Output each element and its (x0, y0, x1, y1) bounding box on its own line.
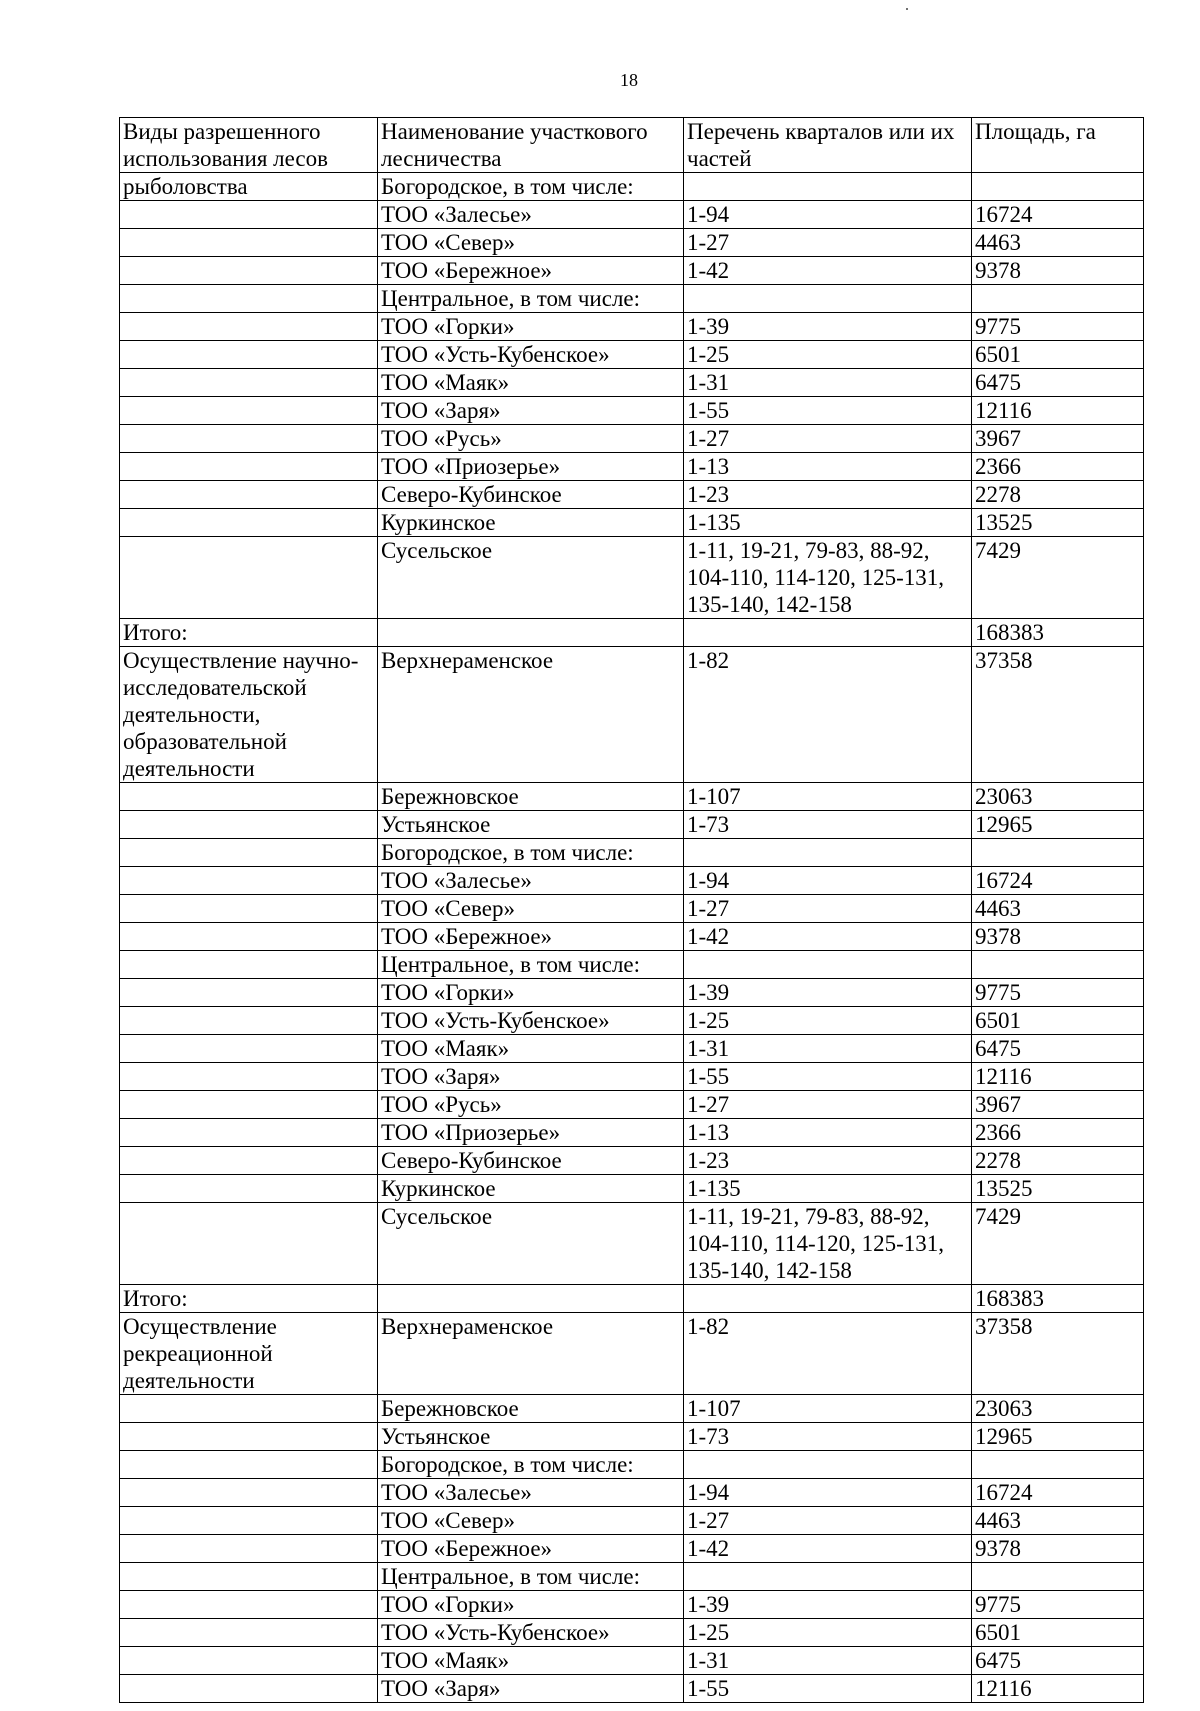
area-cell: 7429 (972, 537, 1144, 619)
area-cell: 16724 (972, 1479, 1144, 1507)
table-row (120, 1313, 1144, 1395)
area-cell (972, 285, 1144, 313)
quarters-cell: 1-82 (684, 647, 972, 783)
area-cell: 16724 (972, 201, 1144, 229)
use-kind-cell-continued (120, 1119, 378, 1147)
table-row (120, 425, 1144, 453)
use-kind-cell-continued (120, 867, 378, 895)
forestry-name-cell: ТОО «Горки» (378, 979, 684, 1007)
use-kind-cell-continued (120, 453, 378, 481)
quarters-cell (684, 951, 972, 979)
table-row (120, 173, 1144, 201)
forest-use-table (119, 117, 1144, 1703)
area-cell: 3967 (972, 1091, 1144, 1119)
quarters-cell: 1-27 (684, 1507, 972, 1535)
use-kind-cell-continued (120, 1175, 378, 1203)
area-cell: 3967 (972, 425, 1144, 453)
area-cell: 12116 (972, 397, 1144, 425)
table-row (120, 1507, 1144, 1535)
area-cell: 7429 (972, 1203, 1144, 1285)
table-row (120, 257, 1144, 285)
use-kind-cell-continued (120, 537, 378, 619)
quarters-cell: 1-107 (684, 783, 972, 811)
forestry-name-cell: ТОО «Заря» (378, 1063, 684, 1091)
table-row (120, 201, 1144, 229)
use-kind-cell-continued (120, 257, 378, 285)
total-empty-cell (684, 619, 972, 647)
table-row (120, 1035, 1144, 1063)
area-cell: 6475 (972, 1647, 1144, 1675)
forestry-name-cell: ТОО «Усть-Кубенское» (378, 341, 684, 369)
use-kind-cell-continued (120, 1147, 378, 1175)
area-cell: 9378 (972, 923, 1144, 951)
table-row (120, 481, 1144, 509)
forestry-name-cell: Северо-Кубинское (378, 481, 684, 509)
use-kind-cell-continued (120, 1091, 378, 1119)
use-kind-cell-continued (120, 201, 378, 229)
forestry-name-cell: ТОО «Залесье» (378, 867, 684, 895)
use-kind-cell-continued (120, 1395, 378, 1423)
area-cell (972, 951, 1144, 979)
forestry-name-cell: Северо-Кубинское (378, 1147, 684, 1175)
quarters-cell: 1-27 (684, 425, 972, 453)
quarters-cell: 1-135 (684, 1175, 972, 1203)
table-row (120, 1619, 1144, 1647)
forestry-name-cell: Богородское, в том числе: (378, 173, 684, 201)
use-kind-cell-continued (120, 783, 378, 811)
quarters-cell: 1-25 (684, 1619, 972, 1647)
page-number: 18 (620, 70, 638, 90)
use-kind-cell-continued (120, 1035, 378, 1063)
quarters-cell: 1-39 (684, 313, 972, 341)
use-kind-cell: Осуществление рекреационной деятельности (120, 1313, 378, 1395)
forestry-name-cell: ТОО «Заря» (378, 397, 684, 425)
forestry-name-cell: ТОО «Приозерье» (378, 453, 684, 481)
table-row (120, 951, 1144, 979)
table-row (120, 341, 1144, 369)
table-row (120, 647, 1144, 783)
forestry-name-cell: Устьянское (378, 811, 684, 839)
use-kind-cell-continued (120, 1063, 378, 1091)
forestry-name-cell: ТОО «Залесье» (378, 1479, 684, 1507)
use-kind-cell: Осуществление научно-исследовательской деятельности, образовательной деятельности (120, 647, 378, 783)
quarters-cell: 1-73 (684, 1423, 972, 1451)
use-kind-cell-continued (120, 811, 378, 839)
table-body (120, 173, 1144, 1703)
forestry-name-cell: ТОО «Север» (378, 1507, 684, 1535)
forestry-name-cell: ТОО «Горки» (378, 313, 684, 341)
use-kind-cell-continued (120, 1591, 378, 1619)
area-cell: 12965 (972, 1423, 1144, 1451)
use-kind-cell-continued (120, 397, 378, 425)
area-cell: 6475 (972, 1035, 1144, 1063)
quarters-cell: 1-42 (684, 1535, 972, 1563)
table-row (120, 1423, 1144, 1451)
table-row (120, 1091, 1144, 1119)
use-kind-cell: рыболовства (120, 173, 378, 201)
quarters-cell: 1-94 (684, 867, 972, 895)
forestry-name-cell: Верхнераменское (378, 1313, 684, 1395)
quarters-cell: 1-39 (684, 979, 972, 1007)
quarters-cell: 1-42 (684, 923, 972, 951)
quarters-cell (684, 1451, 972, 1479)
area-cell (972, 1451, 1144, 1479)
area-cell: 23063 (972, 783, 1144, 811)
table-row (120, 1647, 1144, 1675)
table-row (120, 537, 1144, 619)
area-cell: 6501 (972, 1007, 1144, 1035)
quarters-cell (684, 839, 972, 867)
area-cell: 12965 (972, 811, 1144, 839)
quarters-cell: 1-73 (684, 811, 972, 839)
table-header-row (120, 118, 1144, 173)
area-cell: 12116 (972, 1063, 1144, 1091)
area-cell: 2278 (972, 481, 1144, 509)
use-kind-cell-continued (120, 1619, 378, 1647)
area-cell: 12116 (972, 1675, 1144, 1703)
use-kind-cell-continued (120, 1451, 378, 1479)
area-cell: 2366 (972, 1119, 1144, 1147)
quarters-cell: 1-82 (684, 1313, 972, 1395)
forestry-name-cell: Богородское, в том числе: (378, 1451, 684, 1479)
forestry-name-cell: Богородское, в том числе: (378, 839, 684, 867)
area-cell (972, 1563, 1144, 1591)
quarters-cell: 1-13 (684, 453, 972, 481)
quarters-cell: 1-94 (684, 1479, 972, 1507)
scan-speck (906, 8, 908, 10)
area-cell: 13525 (972, 509, 1144, 537)
quarters-cell: 1-94 (684, 201, 972, 229)
table-row (120, 285, 1144, 313)
use-kind-cell-continued (120, 1675, 378, 1703)
table-row (120, 979, 1144, 1007)
area-cell: 9378 (972, 257, 1144, 285)
table-row (120, 509, 1144, 537)
forestry-name-cell: Сусельское (378, 537, 684, 619)
forestry-name-cell: ТОО «Маяк» (378, 369, 684, 397)
forestry-name-cell: ТОО «Залесье» (378, 201, 684, 229)
quarters-cell: 1-11, 19-21, 79-83, 88-92, 104-110, 114-120, 125-131, 135-140, 142-158 (684, 1203, 972, 1285)
table-row (120, 1675, 1144, 1703)
forestry-name-cell: Бережновское (378, 1395, 684, 1423)
area-cell: 2278 (972, 1147, 1144, 1175)
quarters-cell: 1-11, 19-21, 79-83, 88-92, 104-110, 114-120, 125-131, 135-140, 142-158 (684, 537, 972, 619)
area-cell: 4463 (972, 895, 1144, 923)
quarters-cell: 1-27 (684, 229, 972, 257)
use-kind-cell-continued (120, 951, 378, 979)
use-kind-cell-continued (120, 1007, 378, 1035)
table-row (120, 867, 1144, 895)
total-label: Итого: (120, 1285, 378, 1313)
table-row (120, 1535, 1144, 1563)
table-row (120, 1451, 1144, 1479)
area-cell: 4463 (972, 229, 1144, 257)
use-kind-cell-continued (120, 341, 378, 369)
quarters-cell: 1-27 (684, 1091, 972, 1119)
forestry-name-cell: ТОО «Маяк» (378, 1035, 684, 1063)
use-kind-cell-continued (120, 369, 378, 397)
use-kind-cell-continued (120, 923, 378, 951)
use-kind-cell-continued (120, 839, 378, 867)
forestry-name-cell: ТОО «Бережное» (378, 257, 684, 285)
table-row (120, 397, 1144, 425)
area-cell (972, 839, 1144, 867)
forestry-name-cell: Центральное, в том числе: (378, 1563, 684, 1591)
table-row (120, 783, 1144, 811)
area-cell: 6501 (972, 341, 1144, 369)
total-area: 168383 (972, 1285, 1144, 1313)
forestry-name-cell: ТОО «Усть-Кубенское» (378, 1007, 684, 1035)
forestry-name-cell: Бережновское (378, 783, 684, 811)
quarters-cell: 1-107 (684, 1395, 972, 1423)
total-label: Итого: (120, 619, 378, 647)
use-kind-cell-continued (120, 979, 378, 1007)
quarters-cell: 1-23 (684, 1147, 972, 1175)
table-row (120, 923, 1144, 951)
quarters-cell: 1-25 (684, 341, 972, 369)
table-row (120, 1395, 1144, 1423)
forestry-name-cell: ТОО «Русь» (378, 1091, 684, 1119)
quarters-cell: 1-13 (684, 1119, 972, 1147)
area-cell: 16724 (972, 867, 1144, 895)
area-cell: 9775 (972, 979, 1144, 1007)
forestry-name-cell: ТОО «Бережное» (378, 1535, 684, 1563)
area-cell: 37358 (972, 1313, 1144, 1395)
area-cell: 4463 (972, 1507, 1144, 1535)
quarters-cell: 1-23 (684, 481, 972, 509)
use-kind-cell-continued (120, 425, 378, 453)
area-cell: 9775 (972, 313, 1144, 341)
total-empty-cell (378, 619, 684, 647)
use-kind-cell-continued (120, 481, 378, 509)
table-row (120, 1063, 1144, 1091)
total-empty-cell (684, 1285, 972, 1313)
table-row (120, 453, 1144, 481)
area-cell: 9378 (972, 1535, 1144, 1563)
table-row (120, 313, 1144, 341)
forestry-name-cell: ТОО «Русь» (378, 425, 684, 453)
table-row (120, 229, 1144, 257)
table-row (120, 1175, 1144, 1203)
total-empty-cell (378, 1285, 684, 1313)
table-row (120, 1479, 1144, 1507)
area-cell: 13525 (972, 1175, 1144, 1203)
quarters-cell: 1-55 (684, 397, 972, 425)
quarters-cell: 1-135 (684, 509, 972, 537)
total-row (120, 619, 1144, 647)
quarters-cell (684, 173, 972, 201)
total-area: 168383 (972, 619, 1144, 647)
use-kind-cell-continued (120, 509, 378, 537)
forestry-name-cell: Сусельское (378, 1203, 684, 1285)
forestry-name-cell: ТОО «Север» (378, 229, 684, 257)
use-kind-cell-continued (120, 229, 378, 257)
quarters-cell (684, 1563, 972, 1591)
table-row (120, 1007, 1144, 1035)
table-row (120, 839, 1144, 867)
use-kind-cell-continued (120, 1563, 378, 1591)
quarters-cell: 1-55 (684, 1063, 972, 1091)
table-row (120, 1591, 1144, 1619)
area-cell: 9775 (972, 1591, 1144, 1619)
quarters-cell: 1-39 (684, 1591, 972, 1619)
use-kind-cell-continued (120, 285, 378, 313)
use-kind-cell-continued (120, 313, 378, 341)
forestry-name-cell: Центральное, в том числе: (378, 951, 684, 979)
area-cell: 2366 (972, 453, 1144, 481)
quarters-cell: 1-27 (684, 895, 972, 923)
header-forestry: Наименование участкового лесничества (378, 118, 684, 173)
use-kind-cell-continued (120, 1507, 378, 1535)
table-row (120, 369, 1144, 397)
use-kind-cell-continued (120, 1647, 378, 1675)
area-cell: 37358 (972, 647, 1144, 783)
header-kind: Виды разрешенного использования лесов (120, 118, 378, 173)
forestry-name-cell: ТОО «Приозерье» (378, 1119, 684, 1147)
forestry-name-cell: Центральное, в том числе: (378, 285, 684, 313)
forestry-name-cell: Куркинское (378, 1175, 684, 1203)
table-row (120, 1119, 1144, 1147)
forestry-name-cell: Куркинское (378, 509, 684, 537)
quarters-cell: 1-31 (684, 1647, 972, 1675)
header-area: Площадь, га (972, 118, 1144, 173)
area-cell: 6501 (972, 1619, 1144, 1647)
forestry-name-cell: Устьянское (378, 1423, 684, 1451)
quarters-cell: 1-55 (684, 1675, 972, 1703)
total-row (120, 1285, 1144, 1313)
forestry-name-cell: ТОО «Бережное» (378, 923, 684, 951)
use-kind-cell-continued (120, 1423, 378, 1451)
forestry-name-cell: ТОО «Заря» (378, 1675, 684, 1703)
forestry-name-cell: ТОО «Маяк» (378, 1647, 684, 1675)
table-row (120, 1203, 1144, 1285)
use-kind-cell-continued (120, 1535, 378, 1563)
table-row (120, 895, 1144, 923)
forestry-name-cell: ТОО «Усть-Кубенское» (378, 1619, 684, 1647)
area-cell: 6475 (972, 369, 1144, 397)
use-kind-cell-continued (120, 895, 378, 923)
header-quarters: Перечень кварталов или их частей (684, 118, 972, 173)
table-row (120, 1147, 1144, 1175)
forestry-name-cell: Верхнераменское (378, 647, 684, 783)
table-row (120, 1563, 1144, 1591)
quarters-cell: 1-25 (684, 1007, 972, 1035)
quarters-cell (684, 285, 972, 313)
quarters-cell: 1-42 (684, 257, 972, 285)
table-row (120, 811, 1144, 839)
quarters-cell: 1-31 (684, 369, 972, 397)
use-kind-cell-continued (120, 1479, 378, 1507)
area-cell: 23063 (972, 1395, 1144, 1423)
quarters-cell: 1-31 (684, 1035, 972, 1063)
area-cell (972, 173, 1144, 201)
forestry-name-cell: ТОО «Север» (378, 895, 684, 923)
forestry-name-cell: ТОО «Горки» (378, 1591, 684, 1619)
use-kind-cell-continued (120, 1203, 378, 1285)
